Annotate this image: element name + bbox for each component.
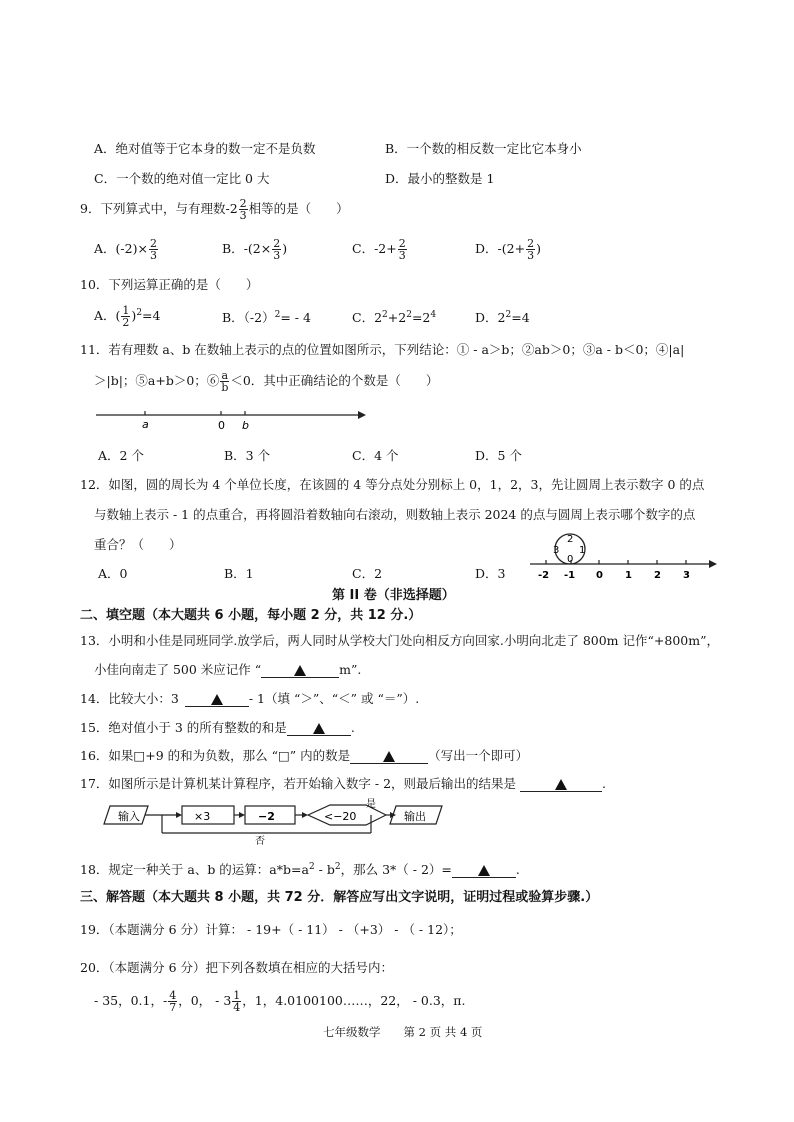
q11-option-d: D．5 个 bbox=[475, 448, 522, 463]
q11-axis-label-a: a bbox=[142, 418, 149, 431]
q20-stem: 20．（本题满分 6 分）把下列各数填在相应的大括号内： bbox=[80, 960, 394, 975]
q9-stem-fraction: $\frac{2}{3}$ bbox=[239, 197, 247, 222]
q8-option-d: D．最小的整数是 1 bbox=[385, 171, 495, 186]
q13-answer-blank[interactable] bbox=[261, 663, 339, 678]
q16-answer-blank[interactable] bbox=[350, 749, 428, 764]
q12-option-c: C．2 bbox=[352, 566, 383, 581]
q9-stem: 9．下列算式中，与有理数-2 $\frac{2}{3}$ 相等的是（ ） bbox=[80, 197, 349, 222]
flow-times-label: ×3 bbox=[194, 810, 211, 823]
q17-answer-blank[interactable] bbox=[520, 777, 602, 792]
q12-axis-tick: 3 bbox=[683, 570, 690, 581]
q10-option-d: D．$2^2=4$ bbox=[475, 309, 530, 325]
flow-yes-label: 是 bbox=[366, 799, 376, 810]
flow-input-label: 输入 bbox=[118, 810, 140, 823]
q14-answer-blank[interactable] bbox=[185, 692, 249, 707]
flow-no-label: 否 bbox=[255, 836, 265, 845]
q15-stem: 15．绝对值小于 3 的所有整数的和是 . bbox=[80, 720, 355, 735]
flow-minus-label: −2 bbox=[258, 810, 275, 823]
flow-condition-label: <−20 bbox=[324, 810, 357, 823]
triangle-marker-icon bbox=[383, 751, 395, 762]
q11-axis-label-0: 0 bbox=[218, 419, 225, 432]
flow-output-label: 输出 bbox=[404, 810, 426, 823]
q12-circle-label: 2 bbox=[567, 534, 574, 545]
q9-option-b: B．-(2× $\frac{2}{3}$ ) bbox=[222, 237, 288, 262]
q12-axis-tick: 0 bbox=[596, 570, 603, 581]
q16-stem: 16．如果□+9 的和为负数，那么 “□” 内的数是 （写出一个即可） bbox=[80, 748, 529, 763]
q13-stem-line2: 小佳向南走了 500 米应记作 “ m”. bbox=[94, 662, 362, 677]
q9-stem-number: -2 bbox=[225, 201, 238, 216]
q19-stem: 19．（本题满分 6 分）计算： - 19+（ - 11） - （+3） - （ - 12）； bbox=[80, 922, 462, 937]
q12-axis-tick: -2 bbox=[538, 570, 550, 581]
q11-option-a: A．2 个 bbox=[98, 448, 144, 463]
q11-option-b: B．3 个 bbox=[224, 448, 271, 463]
q12-axis-tick: -1 bbox=[564, 570, 576, 581]
q11-option-c: C．4 个 bbox=[352, 448, 399, 463]
q8-option-b: B．一个数的相反数一定比它本身小 bbox=[385, 141, 582, 156]
page-footer: 七年级数学 第 2 页 共 4 页 bbox=[323, 1025, 483, 1039]
q10-option-c: C．$2^2+2^2=2^4$ bbox=[352, 309, 437, 325]
q12-circle-number-line-figure bbox=[524, 524, 720, 582]
q12-option-a: A．0 bbox=[98, 566, 128, 581]
q12-axis-tick: 2 bbox=[654, 570, 661, 581]
q12-stem-line2: 与数轴上表示 - 1 的点重合，再将圆沿着数轴向右滚动，则数轴上表示 2024 的点与圆周上表示哪个数字的点 bbox=[94, 507, 696, 522]
q15-answer-blank[interactable] bbox=[287, 721, 351, 736]
q11-number-line bbox=[96, 404, 366, 434]
triangle-marker-icon bbox=[211, 694, 223, 705]
q10-stem: 10．下列运算正确的是（ ） bbox=[80, 277, 259, 292]
q8-option-c: C．一个数的绝对值一定比 0 大 bbox=[94, 171, 270, 186]
triangle-marker-icon bbox=[294, 665, 306, 676]
part2-title: 第 II 卷（非选择题） bbox=[332, 588, 455, 603]
q9-option-c: C．-2+ $\frac{2}{3}$ bbox=[352, 237, 406, 262]
q13-stem-line1: 13．小明和小佳是同班同学.放学后，两人同时从学校大门处向相反方向回家.小明向北走了 800m 记作“+800m”， bbox=[80, 633, 719, 648]
section3-heading: 三、解答题（本大题共 8 小题，共 72 分．解答应写出文字说明，证明过程或验算步骤.） bbox=[80, 890, 599, 905]
q12-axis-tick: 1 bbox=[625, 570, 632, 581]
q12-circle-label: 3 bbox=[553, 545, 560, 556]
q12-circle-label: 1 bbox=[579, 545, 586, 556]
q12-option-d: D．3 bbox=[475, 566, 506, 581]
q14-stem: 14．比较大小：3 - 1（填 “＞”、“＜” 或 “＝”）. bbox=[80, 691, 420, 706]
section2-heading: 二、填空题（本大题共 6 小题，每小题 2 分，共 12 分.） bbox=[80, 608, 422, 623]
q10-option-b: B．$(-2)^2= - 4$ bbox=[222, 309, 311, 325]
q11-stem-line2: ＞|b|；⑤a+b＞0；⑥ $\frac{a}{b}$ ＜0．其中正确结论的个数是（ ） bbox=[94, 369, 439, 394]
q9-option-a: A．(-2)× $\frac{2}{3}$ bbox=[94, 237, 157, 262]
q12-stem-line1: 12．如图，圆的周长为 4 个单位长度，在该圆的 4 等分点处分别标上 0，1，2，3，先让圆周上表示数字 0 的点 bbox=[80, 477, 705, 492]
q12-circle-label: 0 bbox=[567, 554, 574, 565]
triangle-marker-icon bbox=[478, 865, 490, 876]
q12-stem-line3: 重合？（ ） bbox=[94, 537, 182, 552]
q17-stem: 17．如图所示是计算机某计算程序，若开始输入数字 - 2，则最后输出的结果是 . bbox=[80, 776, 607, 791]
q20-number-list: - 35，0.1，- $\frac{4}{7}$ ，0， - 3 $\frac{1}{4}$ ，1，4.0100100……，22， - 0.3，π. bbox=[94, 989, 466, 1014]
q8-option-a: A．绝对值等于它本身的数一定不是负数 bbox=[94, 141, 316, 156]
q11-stem-line1: 11．若有理数 a、b 在数轴上表示的点的位置如图所示，下列结论：① - a＞b；②ab＞0；③a - b＜0；④|a| bbox=[80, 342, 685, 357]
q18-stem: 18．规定一种关于 a、b 的运算：$a*b=a^2 - b^2$，那么 3*（ - 2）= . bbox=[80, 861, 520, 877]
triangle-marker-icon bbox=[555, 779, 567, 790]
q11-axis-label-b: b bbox=[242, 419, 249, 432]
q18-answer-blank[interactable] bbox=[452, 863, 516, 878]
q12-option-b: B．1 bbox=[224, 566, 254, 581]
triangle-marker-icon bbox=[313, 723, 325, 734]
q17-flowchart bbox=[102, 797, 462, 845]
q10-option-a: A．( $\frac{1}{2}$ )$^2$=4 bbox=[94, 304, 161, 329]
q9-option-d: D．-(2+ $\frac{2}{3}$ ) bbox=[475, 237, 541, 262]
